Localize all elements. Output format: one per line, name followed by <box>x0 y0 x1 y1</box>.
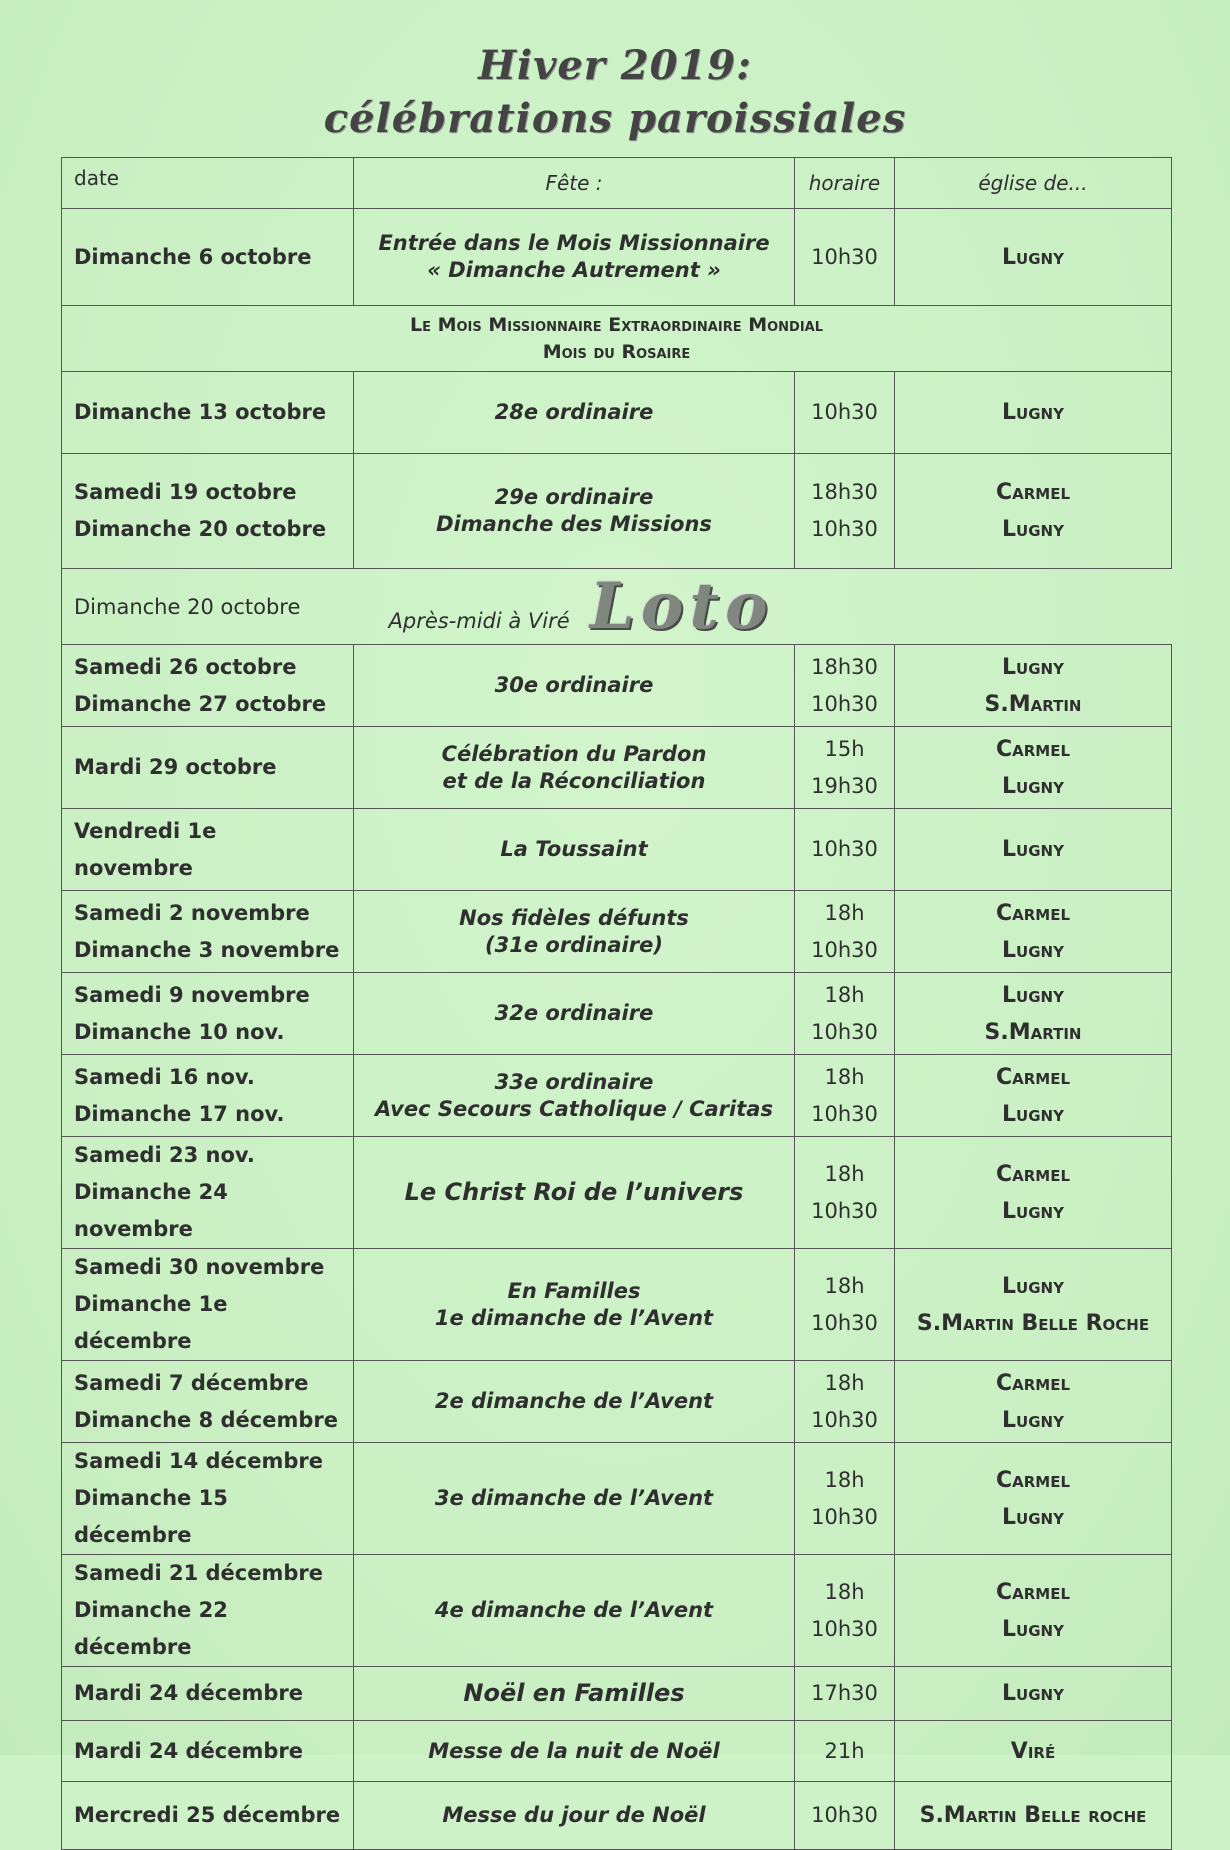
horaire-cell <box>795 727 895 809</box>
date-cell <box>62 1782 354 1850</box>
horaire-text: 21h <box>824 1738 865 1763</box>
loto-cell <box>354 569 1172 645</box>
date-text: Dimanche 17 nov. <box>74 1101 285 1126</box>
fete-text: « Dimanche Autrement » <box>427 258 721 282</box>
fete-text: Messe du jour de Noël <box>442 1803 706 1827</box>
date-text: Dimanche 6 octobre <box>74 244 312 269</box>
date-cell <box>62 1721 354 1782</box>
table-row <box>62 809 1172 891</box>
table-row <box>62 1782 1172 1850</box>
horaire-text: 17h30 <box>811 1681 878 1705</box>
horaire-text: 18h30 <box>811 654 878 679</box>
eglise-cell <box>895 454 1172 569</box>
eglise-cell <box>895 1361 1172 1443</box>
date-text: Samedi 26 octobre <box>74 654 297 679</box>
eglise-text: S.Martin <box>984 691 1082 717</box>
header-date: date <box>62 158 354 209</box>
date-text: Samedi 9 novembre <box>74 982 310 1007</box>
horaire-text: 10h30 <box>811 400 878 424</box>
eglise-text: S.Martin <box>984 1019 1082 1045</box>
fete-text: 32e ordinaire <box>494 1001 654 1025</box>
fete-cell <box>354 973 795 1055</box>
date-cell <box>62 1055 354 1137</box>
fete-cell <box>354 891 795 973</box>
horaire-cell <box>795 1667 895 1721</box>
date-text: Samedi 30 novembre <box>74 1255 325 1279</box>
horaire-text: 18h <box>824 1161 865 1186</box>
date-text: Dimanche 10 nov. <box>74 1019 285 1044</box>
table-row <box>62 454 1172 569</box>
eglise-text: Lugny <box>1002 400 1064 425</box>
date-text: Dimanche 8 décembre <box>74 1407 338 1432</box>
date-text: Samedi 14 décembre <box>74 1449 323 1473</box>
fete-cell <box>354 209 795 306</box>
schedule-table <box>61 157 1172 1850</box>
fete-cell <box>354 1361 795 1443</box>
date-text: Samedi 23 nov. <box>74 1143 255 1167</box>
eglise-cell <box>895 1782 1172 1850</box>
fete-text: La Toussaint <box>500 837 648 861</box>
date-cell <box>62 1249 354 1361</box>
horaire-text: 10h30 <box>811 1019 878 1044</box>
eglise-cell <box>895 891 1172 973</box>
date-text: Samedi 21 décembre <box>74 1561 323 1585</box>
horaire-cell <box>795 1443 895 1555</box>
table-row <box>62 1555 1172 1667</box>
eglise-text: Lugny <box>1002 1681 1064 1706</box>
fete-cell <box>354 1249 795 1361</box>
date-text: Dimanche 15 décembre <box>74 1486 228 1547</box>
horaire-text: 15h <box>824 736 865 761</box>
horaire-cell <box>795 1137 895 1249</box>
horaire-text: 18h <box>824 1273 865 1298</box>
eglise-text: Lugny <box>1002 1407 1064 1433</box>
eglise-text: Carmel <box>995 1161 1071 1187</box>
eglise-text: Carmel <box>995 736 1071 762</box>
eglise-cell <box>895 809 1172 891</box>
horaire-cell <box>795 1249 895 1361</box>
fete-text: En Familles <box>507 1278 641 1303</box>
fete-text: Le Christ Roi de l’univers <box>404 1178 744 1206</box>
horaire-text: 10h30 <box>811 1504 878 1529</box>
horaire-cell <box>795 1055 895 1137</box>
date-text: Dimanche 1e décembre <box>74 1292 228 1353</box>
eglise-text: Lugny <box>1002 1504 1064 1530</box>
date-text: Mardi 24 décembre <box>74 1681 303 1705</box>
eglise-text: Carmel <box>995 900 1071 926</box>
horaire-text: 18h30 <box>811 480 878 504</box>
date-text: Samedi 7 décembre <box>74 1370 309 1395</box>
table-row <box>62 973 1172 1055</box>
horaire-text: 18h <box>824 1370 865 1395</box>
fete-cell <box>354 1721 795 1782</box>
eglise-text: Carmel <box>995 1579 1071 1605</box>
horaire-text: 10h30 <box>811 1101 878 1126</box>
eglise-cell <box>895 1055 1172 1137</box>
table-row <box>62 209 1172 306</box>
eglise-text: S.Martin Belle Roche <box>916 1310 1150 1336</box>
eglise-text: Lugny <box>1002 1616 1064 1642</box>
banner-cell <box>62 306 1172 372</box>
date-text: Samedi 16 nov. <box>74 1064 255 1089</box>
fete-text: Célébration du Pardon <box>441 741 707 766</box>
eglise-text: S.Martin Belle roche <box>919 1803 1147 1828</box>
table-row <box>62 1361 1172 1443</box>
header-horaire: horaire <box>795 158 895 209</box>
eglise-text: Viré <box>1010 1738 1056 1764</box>
fete-cell <box>354 1667 795 1721</box>
date-text: Dimanche 20 octobre <box>74 517 327 541</box>
horaire-cell <box>795 209 895 306</box>
date-cell <box>62 1361 354 1443</box>
page-subtitle: célébrations paroissiales <box>323 95 907 142</box>
horaire-text: 10h30 <box>811 1198 878 1223</box>
table-row <box>62 1137 1172 1249</box>
eglise-text: Lugny <box>1002 1101 1064 1127</box>
page-title: Hiver 2019: <box>478 42 752 89</box>
eglise-cell <box>895 645 1172 727</box>
fete-text: 2e dimanche de l’Avent <box>434 1389 714 1413</box>
table-row <box>62 891 1172 973</box>
fete-text: et de la Réconciliation <box>442 768 706 793</box>
horaire-text: 10h30 <box>811 1310 878 1335</box>
fete-text: Nos fidèles défunts <box>459 905 689 930</box>
horaire-cell <box>795 1721 895 1782</box>
fete-cell <box>354 809 795 891</box>
table-row <box>62 645 1172 727</box>
date-text: Mardi 24 décembre <box>74 1738 303 1763</box>
horaire-text: 18h <box>824 1064 865 1089</box>
table-row <box>62 1249 1172 1361</box>
horaire-text: 10h30 <box>811 244 878 269</box>
fete-text: Avec Secours Catholique / Caritas <box>375 1096 773 1121</box>
fete-cell <box>354 727 795 809</box>
table-row <box>62 727 1172 809</box>
horaire-text: 19h30 <box>811 773 878 798</box>
eglise-cell <box>895 1137 1172 1249</box>
date-text: Dimanche 27 octobre <box>74 691 327 716</box>
eglise-text: Carmel <box>995 480 1071 505</box>
horaire-cell <box>795 1782 895 1850</box>
horaire-text: 10h30 <box>811 937 878 962</box>
eglise-cell <box>895 727 1172 809</box>
date-cell <box>62 1137 354 1249</box>
date-text: Vendredi 1e novembre <box>74 818 217 880</box>
eglise-cell <box>895 1667 1172 1721</box>
date-cell: Dimanche 20 octobre <box>62 569 354 645</box>
table-row <box>62 1667 1172 1721</box>
eglise-cell <box>895 1555 1172 1667</box>
horaire-cell <box>795 645 895 727</box>
eglise-text: Lugny <box>1002 654 1064 680</box>
banner-line: Le Mois Missionnaire Extraordinaire Mondial <box>409 313 824 336</box>
fete-text: 1e dimanche de l’Avent <box>434 1305 714 1330</box>
date-text: Samedi 2 novembre <box>74 900 310 925</box>
loto-word: Loto <box>589 569 774 644</box>
horaire-cell <box>795 809 895 891</box>
fete-text: 30e ordinaire <box>494 673 654 697</box>
eglise-text: Lugny <box>1002 1273 1064 1299</box>
date-cell <box>62 727 354 809</box>
fete-cell <box>354 454 795 569</box>
loto-row <box>62 569 1172 645</box>
table-row <box>62 372 1172 454</box>
fete-text: 29e ordinaire <box>494 485 654 509</box>
eglise-cell <box>895 209 1172 306</box>
date-text: Mardi 29 octobre <box>74 755 277 779</box>
date-cell <box>62 891 354 973</box>
horaire-text: 18h <box>824 982 865 1007</box>
horaire-cell <box>795 372 895 454</box>
date-text: Mercredi 25 décembre <box>74 1803 341 1827</box>
table-header-row <box>62 158 1172 209</box>
eglise-text: Carmel <box>995 1467 1071 1493</box>
date-cell <box>62 809 354 891</box>
eglise-text: Lugny <box>1002 244 1064 270</box>
fete-text: 3e dimanche de l’Avent <box>434 1486 714 1510</box>
fete-text: 4e dimanche de l’Avent <box>434 1598 714 1622</box>
eglise-cell <box>895 973 1172 1055</box>
table-row <box>62 1721 1172 1782</box>
fete-cell <box>354 1555 795 1667</box>
horaire-text: 18h <box>824 1467 865 1492</box>
fete-cell <box>354 1137 795 1249</box>
date-text: Dimanche 24 novembre <box>74 1180 228 1241</box>
fete-cell <box>354 1782 795 1850</box>
eglise-cell <box>895 1721 1172 1782</box>
fete-cell <box>354 1055 795 1137</box>
eglise-text: Lugny <box>1002 937 1064 963</box>
table-row <box>62 1055 1172 1137</box>
eglise-text: Lugny <box>1002 837 1064 862</box>
fete-text: 33e ordinaire <box>494 1069 654 1094</box>
horaire-text: 10h30 <box>811 517 878 541</box>
eglise-cell <box>895 1249 1172 1361</box>
horaire-text: 10h30 <box>811 691 878 716</box>
table-row <box>62 1443 1172 1555</box>
date-cell <box>62 372 354 454</box>
eglise-cell <box>895 372 1172 454</box>
date-text: Dimanche 13 octobre <box>74 400 327 424</box>
loto-location: Après-midi à Viré <box>388 609 570 633</box>
header-fete: Fête : <box>354 158 795 209</box>
date-cell <box>62 1667 354 1721</box>
eglise-text: Lugny <box>1002 773 1064 799</box>
fete-cell <box>354 1443 795 1555</box>
fete-text: Dimanche des Missions <box>436 512 712 536</box>
horaire-text: 18h <box>824 1579 865 1604</box>
date-cell <box>62 645 354 727</box>
eglise-text: Carmel <box>995 1064 1071 1090</box>
banner-line: Mois du Rosaire <box>542 340 691 363</box>
eglise-text: Lugny <box>1002 1198 1064 1224</box>
banner-row <box>62 306 1172 372</box>
horaire-cell <box>795 891 895 973</box>
date-text: Dimanche 22 décembre <box>74 1598 228 1659</box>
date-cell <box>62 973 354 1055</box>
date-cell <box>62 209 354 306</box>
horaire-cell <box>795 454 895 569</box>
eglise-text: Carmel <box>995 1370 1071 1396</box>
horaire-text: 10h30 <box>811 1616 878 1641</box>
horaire-cell <box>795 973 895 1055</box>
date-text: Dimanche 3 novembre <box>74 937 340 962</box>
eglise-text: Lugny <box>1002 982 1064 1008</box>
date-cell <box>62 454 354 569</box>
fete-text: Messe de la nuit de Noël <box>428 1738 720 1763</box>
fete-cell <box>354 372 795 454</box>
date-cell <box>62 1555 354 1667</box>
horaire-cell <box>795 1361 895 1443</box>
horaire-text: 10h30 <box>811 1407 878 1432</box>
fete-text: Entrée dans le Mois Missionnaire <box>378 231 770 255</box>
horaire-text: 10h30 <box>811 1803 878 1827</box>
horaire-cell <box>795 1555 895 1667</box>
eglise-text: Lugny <box>1002 517 1064 542</box>
eglise-cell <box>895 1443 1172 1555</box>
header-eglise: église de... <box>895 158 1172 209</box>
horaire-text: 18h <box>824 900 865 925</box>
date-text: Samedi 19 octobre <box>74 480 297 504</box>
date-cell <box>62 1443 354 1555</box>
fete-text: Noël en Familles <box>463 1679 685 1707</box>
fete-text: (31e ordinaire) <box>485 932 663 957</box>
fete-text: 28e ordinaire <box>494 400 654 424</box>
horaire-text: 10h30 <box>811 837 878 861</box>
fete-cell <box>354 645 795 727</box>
